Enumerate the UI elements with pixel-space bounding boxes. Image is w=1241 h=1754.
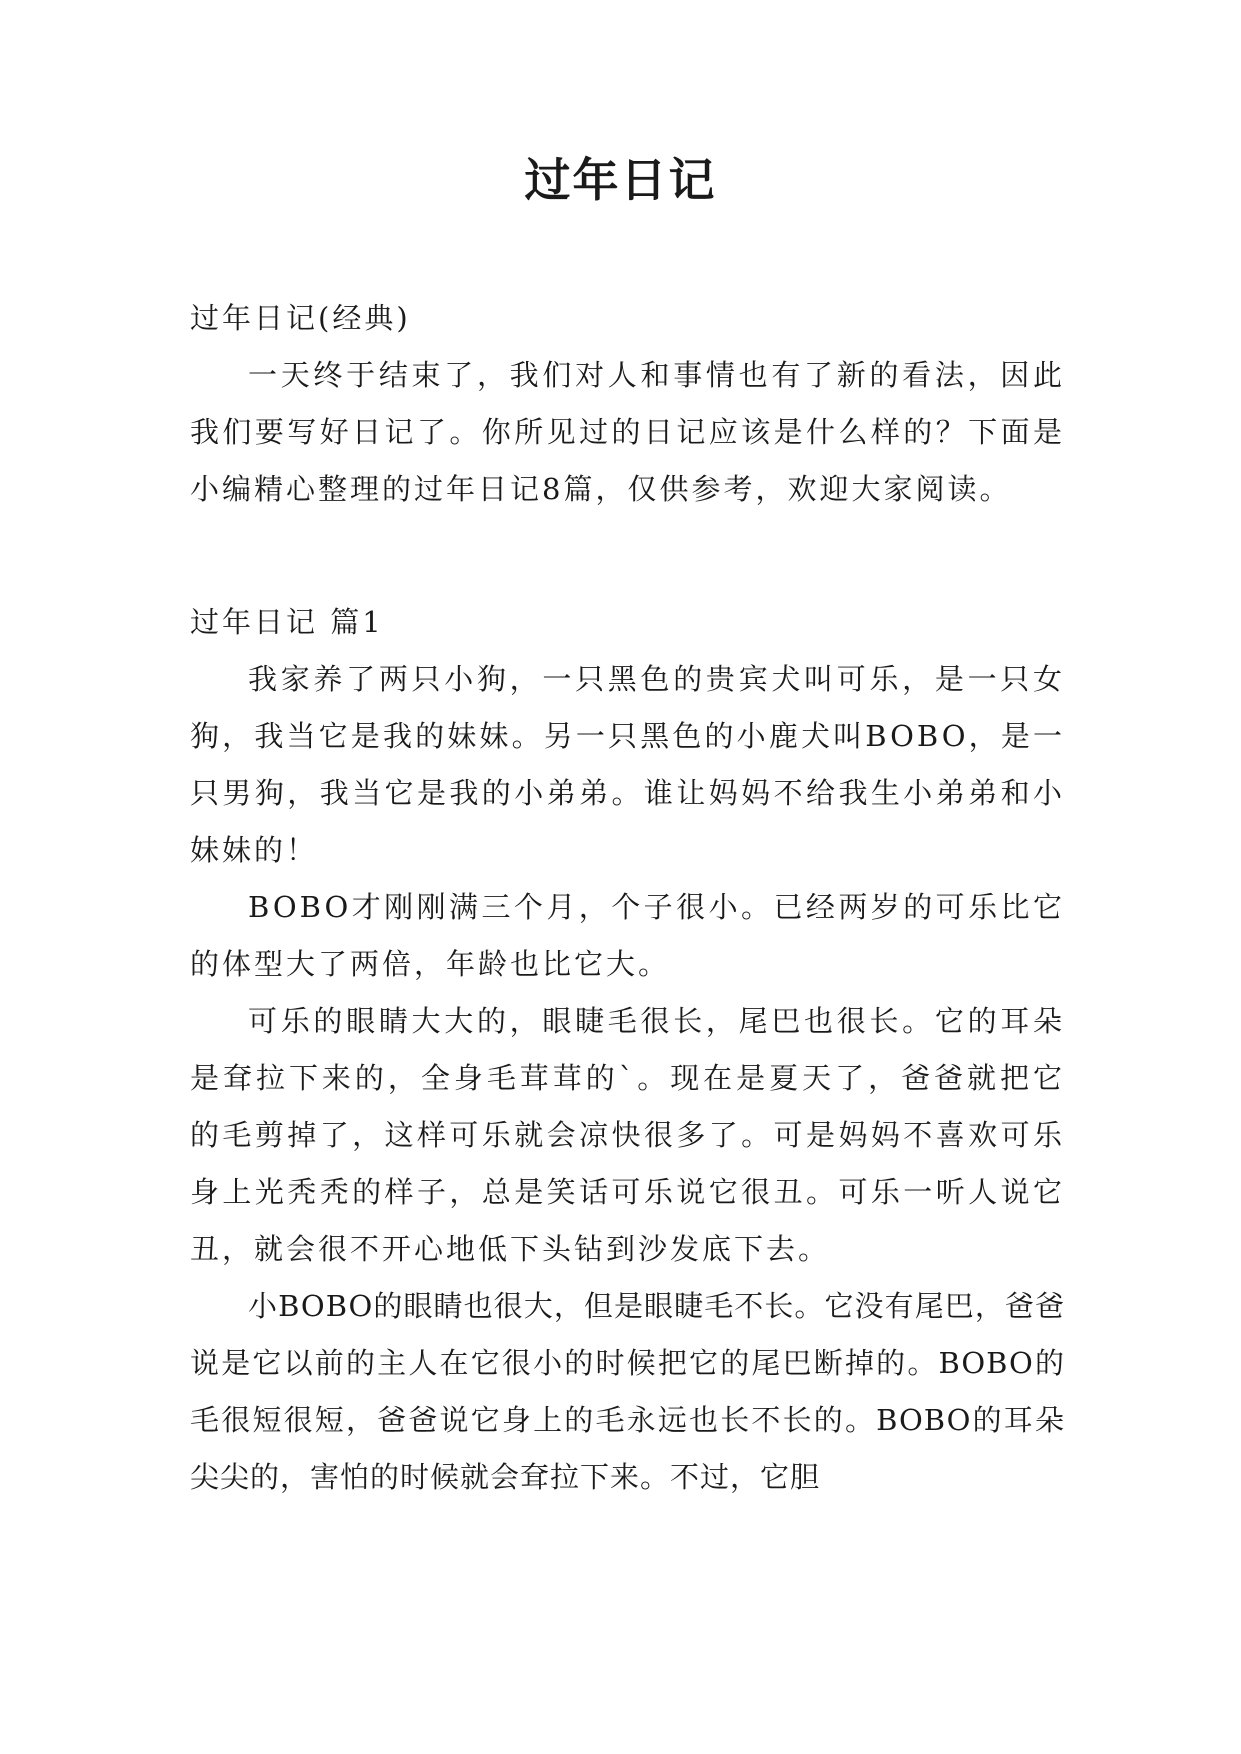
section-paragraph: 可乐的眼睛大大的，眼睫毛很长，尾巴也很长。它的耳朵是耷拉下来的，全身毛茸茸的`。现在是夏天了，爸爸就把它的毛剪掉了，这样可乐就会凉快很多了。可是妈妈不喜欢可乐身上光秃秃的样子，总是笑话可乐说它很丑。可乐一听人说它丑，就会很不开心地低下头钻到沙发底下去。 (190, 1004, 1065, 1266)
section-heading: 过年日记 篇1 (190, 605, 384, 639)
section-paragraph: 我家养了两只小狗，一只黑色的贵宾犬叫可乐，是一只女狗，我当它是我的妹妹。另一只黑色的小鹿犬叫BOBO，是一只男狗，我当它是我的小弟弟。谁让妈妈不给我生小弟弟和小妹妹的！ (190, 662, 1065, 867)
section-paragraph: BOBO才刚刚满三个月，个子很小。已经两岁的可乐比它的体型大了两倍，年龄也比它大。 (190, 890, 1065, 981)
document-body (190, 290, 1065, 1506)
section-paragraph: 小BOBO的眼睛也很大，但是眼睫毛不长。它没有尾巴，爸爸说是它以前的主人在它很小的时候把它的尾巴断掉的。BOBO的毛很短很短，爸爸说它身上的毛永远也长不长的。BOBO的耳朵尖尖的，害怕的时候就会耷拉下来。不过，它胆 (190, 1289, 1065, 1494)
intro-paragraph: 一天终于结束了，我们对人和事情也有了新的看法，因此我们要写好日记了。你所见过的日记应该是什么样的？下面是小编精心整理的过年日记8篇，仅供参考，欢迎大家阅读。 (190, 358, 1065, 506)
section-spacer (190, 518, 1065, 594)
intro-heading: 过年日记(经典) (190, 301, 411, 335)
page-title: 过年日记 (524, 153, 717, 207)
